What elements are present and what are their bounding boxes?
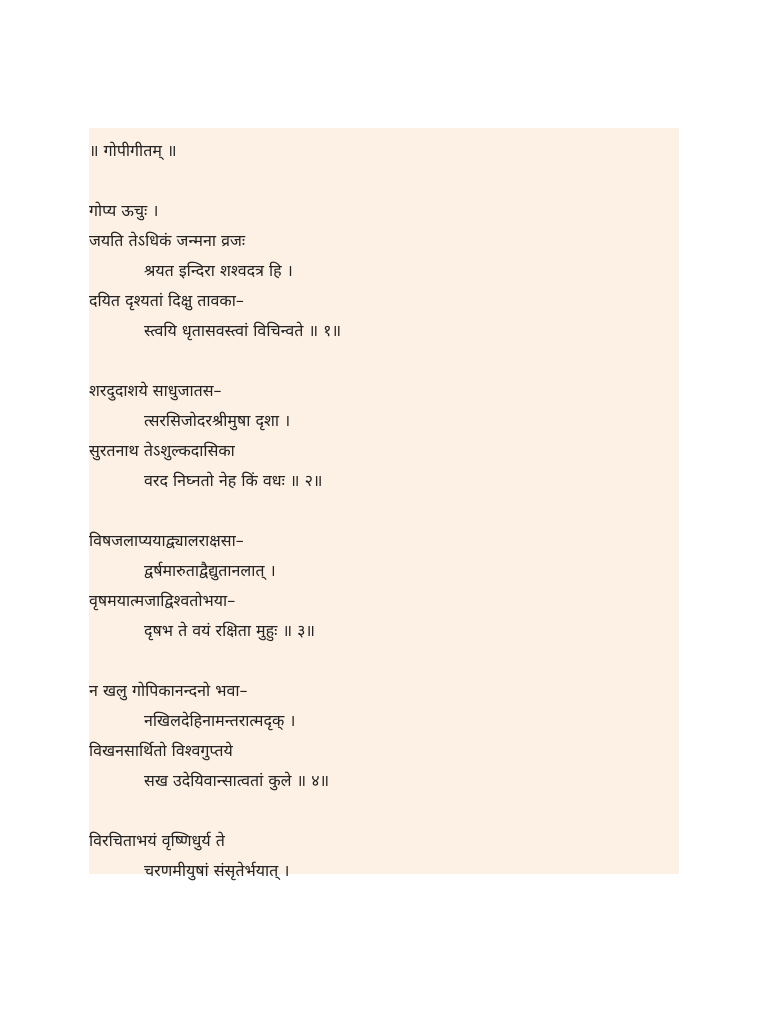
spacer <box>89 646 679 676</box>
verse-line: शरदुदाशये साधुजातस– <box>89 381 222 400</box>
verse-line: श्रयत इन्दिरा शश्वदत्र हि । <box>144 261 293 280</box>
spacer <box>89 166 679 196</box>
verse-line: नखिलदेहिनामन्तरात्मदृक् । <box>144 711 296 730</box>
spacer <box>89 796 679 826</box>
verse-line: वृषमयात्मजाद्विश्वतोभया– <box>89 591 236 610</box>
verse-line: विरचिताभयं वृष्णिधुर्य ते <box>89 831 225 850</box>
verse-5 <box>89 826 679 886</box>
verse-line: सख उदेयिवान्सात्वतां कुले ॥ ४॥ <box>144 771 330 790</box>
document-body <box>89 136 679 886</box>
verse-line: स्त्वयि धृतासवस्त्वां विचिन्वते ॥ १॥ <box>144 321 342 340</box>
speaker-line: गोप्य ऊचुः । <box>89 201 159 220</box>
spacer <box>89 346 679 376</box>
verse-4 <box>89 676 679 796</box>
verse-line: विखनसार्थितो विश्वगुप्तये <box>89 741 233 760</box>
verse-2 <box>89 376 679 496</box>
document-title: ॥ गोपीगीतम् ॥ <box>89 141 177 160</box>
spacer <box>89 496 679 526</box>
verse-line: चरणमीयुषां संसृतेर्भयात् । <box>144 861 290 880</box>
verse-line: न खलु गोपिकानन्दनो भवा– <box>89 681 248 700</box>
verse-line: दयित दृश्यतां दिक्षु तावका– <box>89 291 244 310</box>
verse-line: त्सरसिजोदरश्रीमुषा दृशा । <box>144 411 291 430</box>
verse-line: जयति तेऽधिकं जन्मना व्रजः <box>89 231 246 250</box>
verse-line: दृषभ ते वयं रक्षिता मुहुः ॥ ३॥ <box>144 621 316 640</box>
verse-line: विषजलाप्ययाद्व्यालराक्षसा– <box>89 531 244 550</box>
document-page <box>89 128 679 880</box>
verse-line: द्वर्षमारुताद्वैद्युतानलात् । <box>144 561 276 580</box>
verse-1 <box>89 226 679 346</box>
verse-line: सुरतनाथ तेऽशुल्कदासिका <box>89 441 235 460</box>
verse-line: वरद निघ्नतो नेह किं वधः ॥ २॥ <box>144 471 323 490</box>
verse-3 <box>89 526 679 646</box>
